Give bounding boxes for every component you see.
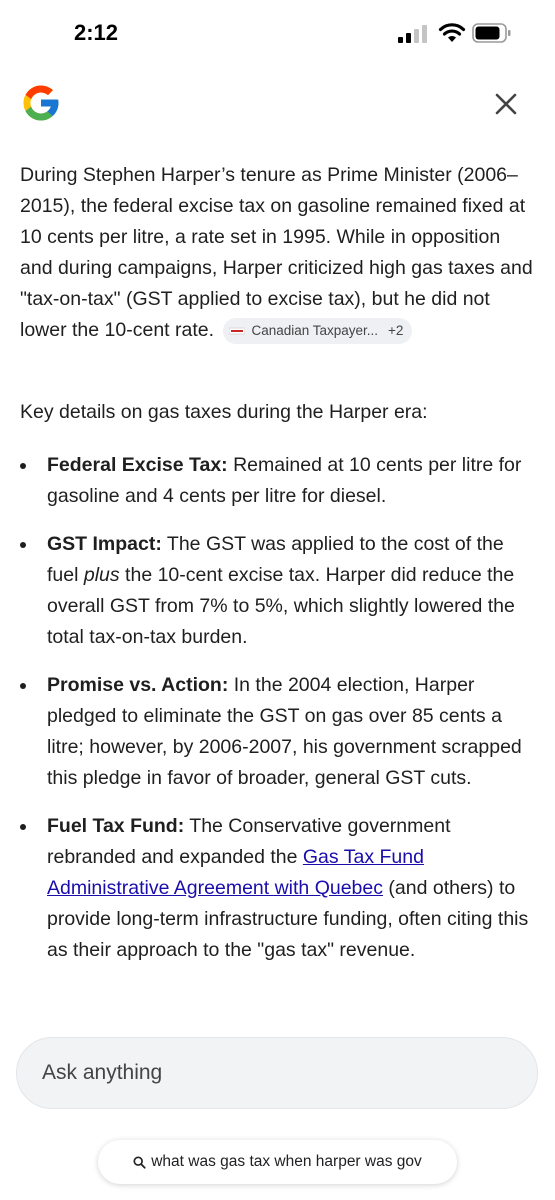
google-g-icon [20,82,62,124]
bullet-text: In the 2004 election, Harper pledged to eliminate the GST on gas over 85 cents a litre; however, by 2006-2007, his government scrapped this pledge in favor of broader, general GST cuts. [47,674,522,789]
bullet-dot [20,542,26,548]
gas-tax-fund-link[interactable]: Gas Tax Fund Administrative Agreement with Quebec [47,846,424,899]
bullet-dot [20,463,26,469]
list-item [20,529,535,653]
bullet-title: Fuel Tax Fund: [47,815,185,837]
ask-placeholder: Ask anything [42,1061,163,1084]
bullet-text: (and others) to provide long-term infrastructure funding, often citing this as their approach to the "gas tax" revenue. [47,877,529,961]
bullet-dot [20,824,26,830]
bullet-text: The GST was applied to the cost of the fuel [47,533,504,586]
query-text: what was gas tax when harper was gov [151,1153,422,1170]
bullet-dot [20,683,26,689]
bullet-title: GST Impact: [47,533,162,555]
bullet-title: Federal Excise Tax: [47,454,228,476]
status-time: 2:12 [74,20,119,45]
bullet-text: Remained at 10 cents per litre for gasoline and 4 cents per litre for diesel. [47,454,522,507]
bullet-text: the 10-cent excise tax. Harper did reduce the overall GST from 7% to 5%, which slightly lowered the total tax-on-tax burden. [47,564,515,648]
source-chip-extra: +2 [388,323,404,339]
bullet-list [20,450,535,983]
list-item [20,670,535,794]
list-item [20,811,535,966]
list-item [20,450,535,512]
bullet-title: Promise vs. Action: [47,674,229,696]
key-details-heading: Key details on gas taxes during the Harper era: [20,401,428,423]
bullet-emphasis: plus [83,564,120,586]
close-icon[interactable] [488,86,524,122]
query-pill[interactable] [98,1140,457,1184]
taxpayers-favicon-icon [229,325,245,337]
source-chip-label: Canadian Taxpayer... [251,323,379,339]
wifi-icon [438,21,466,43]
answer-intro [20,160,535,346]
status-bar [0,0,555,66]
bullet-text: The Conservative government rebranded and expanded the [47,815,451,868]
intro-text: During Stephen Harper’s tenure as Prime Minister (2006–2015), the federal excise tax on gasoline remained fixed at 10 cents per litre, a rate set in 1995. While in opposition and during campaigns, Harper criticized high gas taxes and "tax-on-tax" (GST applied to excise tax), but he did not lower the 10-cent rate. [20,164,533,341]
search-icon [133,1156,146,1169]
ask-input[interactable] [16,1037,538,1109]
battery-icon [472,23,512,43]
signal-icon [398,25,428,43]
source-chip[interactable] [223,318,412,344]
